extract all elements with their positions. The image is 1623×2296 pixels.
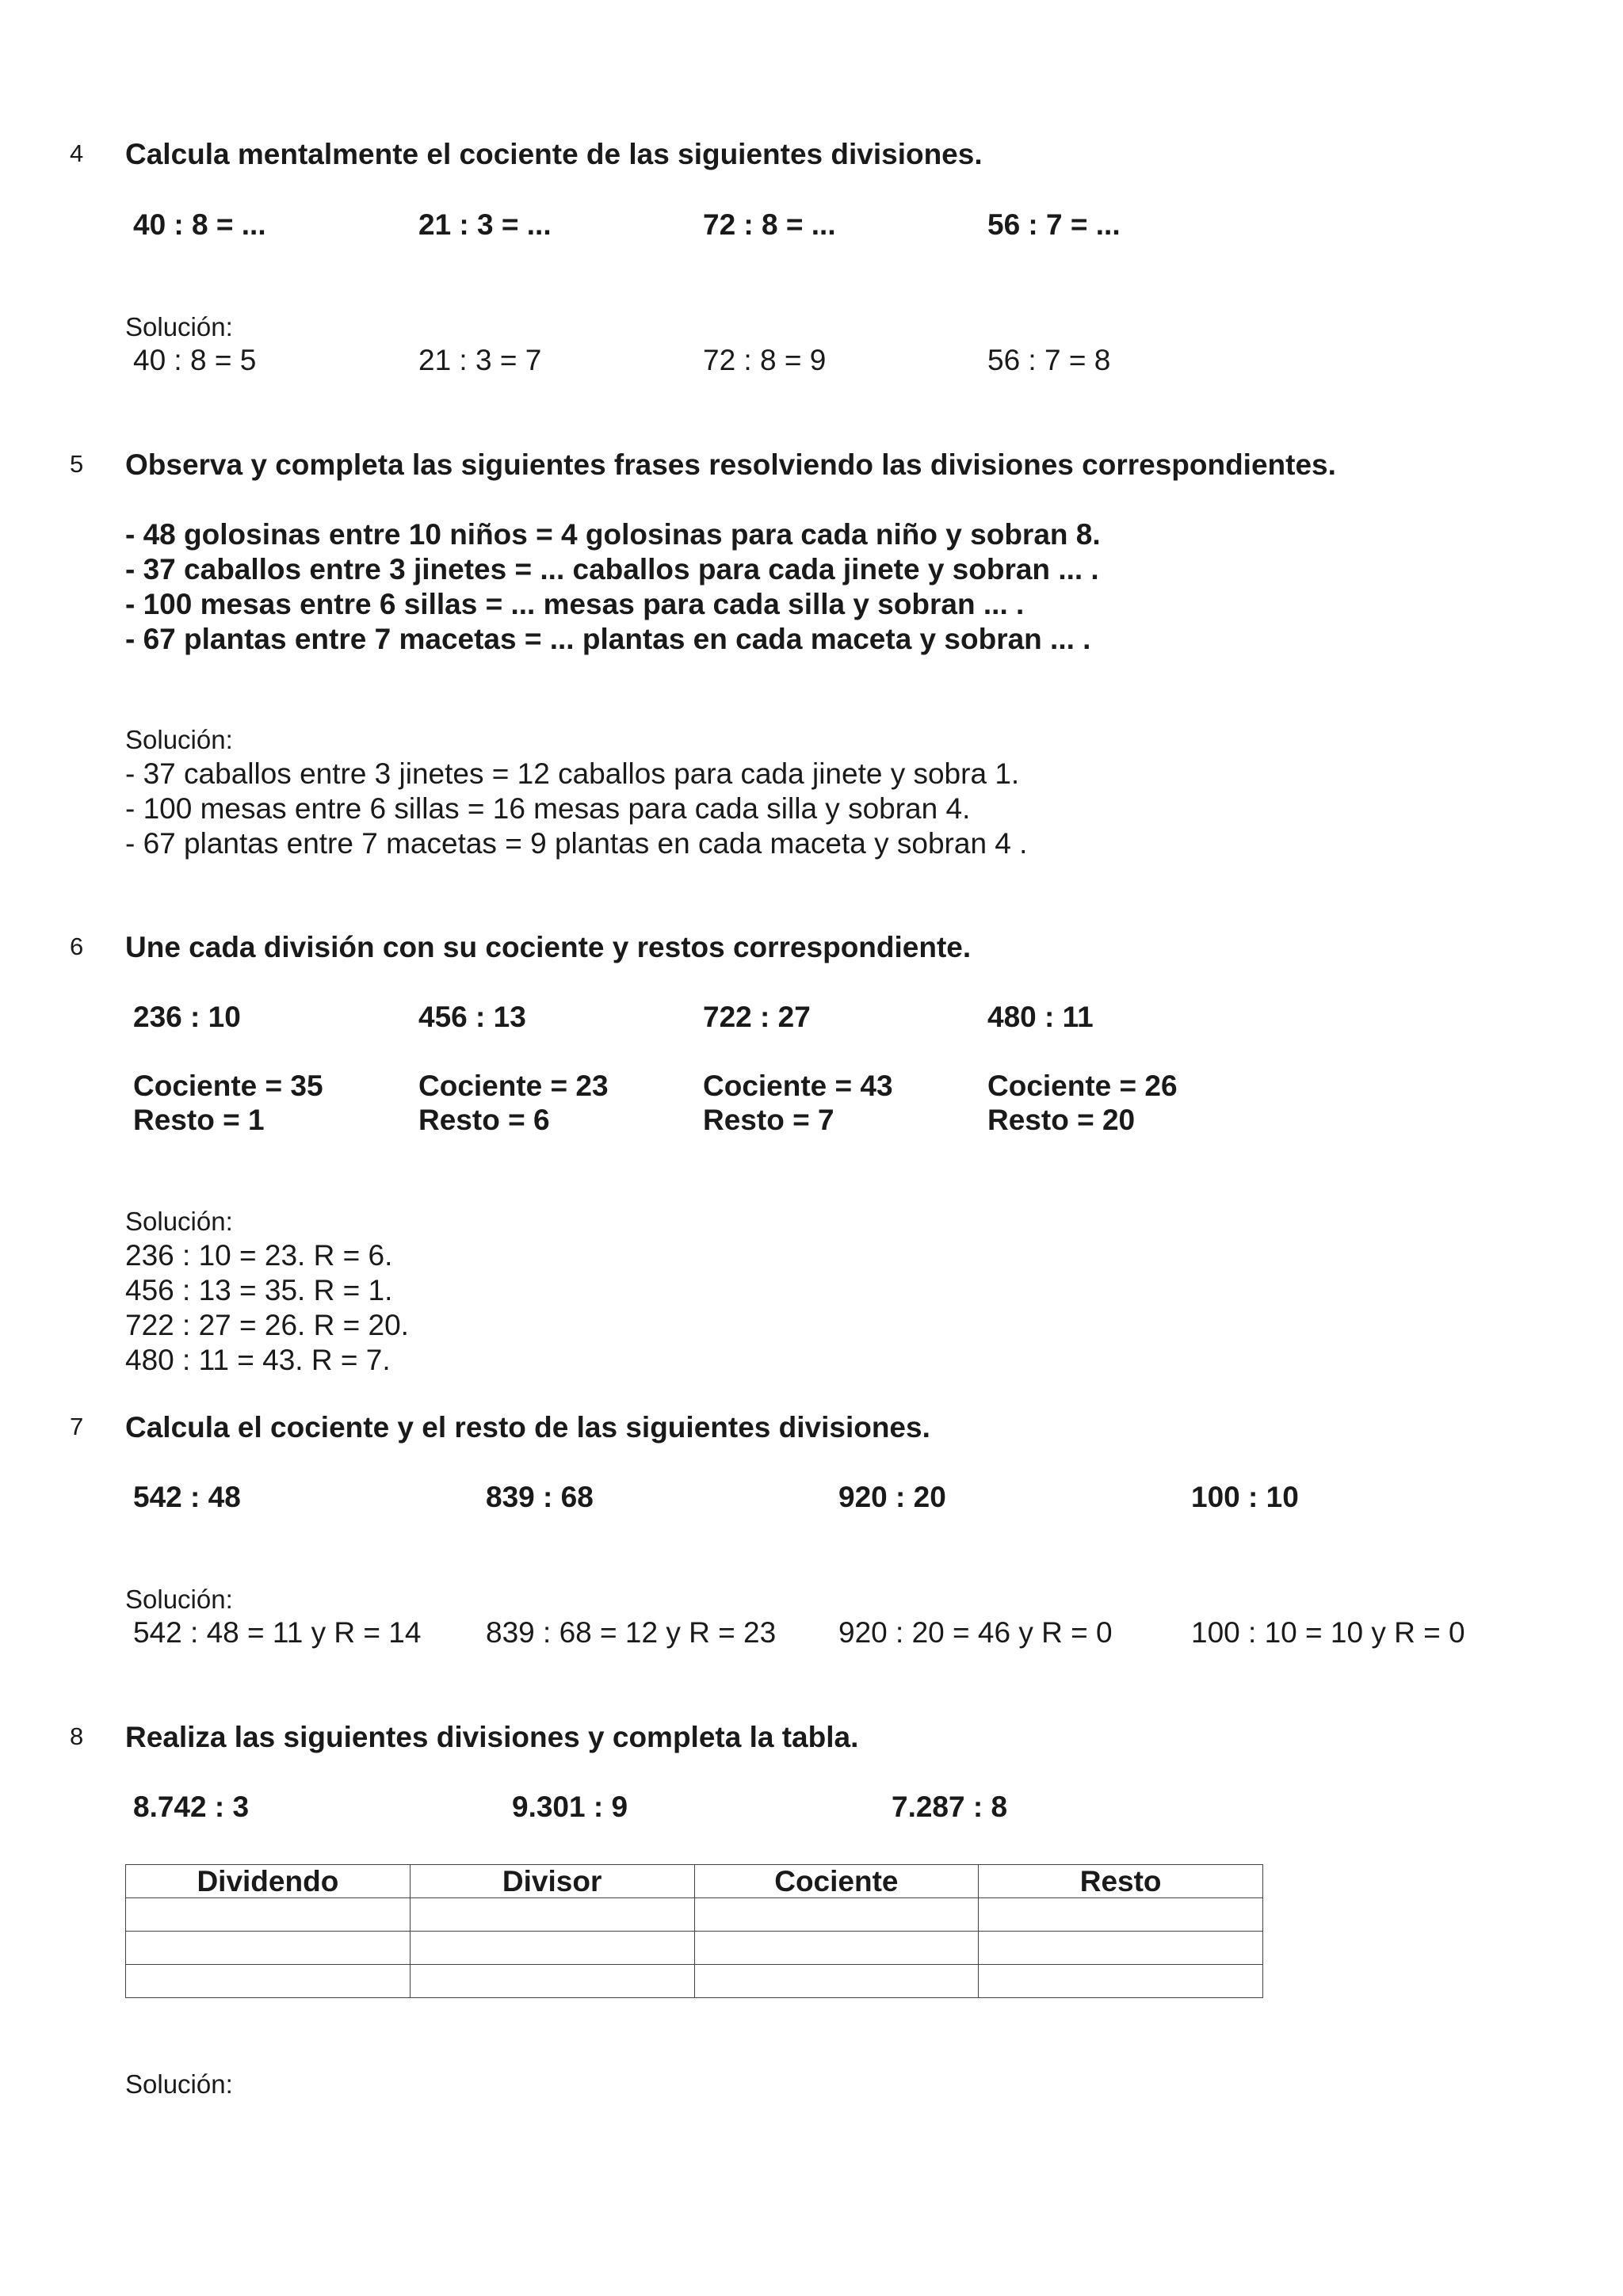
table-cell[interactable]	[126, 1898, 411, 1932]
table-row	[126, 1932, 1263, 1965]
exercise-5-line: - 67 plantas entre 7 macetas = ... plantas en cada maceta y sobran ... .	[125, 623, 1091, 655]
exercise-7-solution: 839 : 68 = 12 y R = 23	[486, 1616, 777, 1649]
exercise-6-title: Une cada división con su cociente y restos correspondiente.	[125, 931, 972, 963]
exercise-8-item: 8.742 : 3	[133, 1791, 250, 1823]
table-cell[interactable]	[979, 1932, 1263, 1965]
exercise-8-solution-label: Solución:	[125, 2069, 233, 2099]
exercise-7-item: 542 : 48	[133, 1481, 241, 1513]
table-cell[interactable]	[979, 1898, 1263, 1932]
table-cell[interactable]	[410, 1965, 694, 1998]
exercise-6-solution: 480 : 11 = 43. R = 7.	[125, 1344, 391, 1376]
exercise-4-item: 21 : 3 = ...	[418, 208, 552, 241]
table-cell[interactable]	[126, 1932, 411, 1965]
exercise-8-title: Realiza las siguientes divisiones y completa la tabla.	[125, 1721, 859, 1753]
exercise-7-item: 100 : 10	[1191, 1481, 1299, 1513]
exercise-7-solution: 542 : 48 = 11 y R = 14	[133, 1616, 422, 1649]
table-cell[interactable]	[694, 1898, 979, 1932]
exercise-6-remainder: Resto = 7	[703, 1104, 834, 1136]
exercise-5-title: Observa y completa las siguientes frases resolviendo las divisiones correspondientes.	[125, 448, 1336, 481]
exercise-6-remainder: Resto = 6	[418, 1104, 550, 1136]
exercise-6-number: 6	[70, 933, 84, 960]
exercise-6-quotient: Cociente = 26	[987, 1070, 1178, 1102]
exercise-8-item: 9.301 : 9	[512, 1791, 628, 1823]
exercise-5-solution: - 67 plantas entre 7 macetas = 9 plantas en cada maceta y sobran 4 .	[125, 827, 1028, 860]
results-table	[125, 1864, 1263, 1998]
exercise-6-division: 456 : 13	[418, 1001, 526, 1033]
exercise-5-number: 5	[70, 450, 84, 478]
exercise-4-number: 4	[70, 139, 84, 167]
exercise-6-solution: 722 : 27 = 26. R = 20.	[125, 1309, 409, 1341]
exercise-6-division: 236 : 10	[133, 1001, 241, 1033]
table-header-cell: Resto	[979, 1865, 1263, 1898]
exercise-7-item: 839 : 68	[486, 1481, 594, 1513]
exercise-7-solution: 920 : 20 = 46 y R = 0	[838, 1616, 1113, 1649]
exercise-4-solution: 21 : 3 = 7	[418, 344, 542, 376]
exercise-6-division: 480 : 11	[987, 1001, 1094, 1033]
exercise-4-item: 72 : 8 = ...	[703, 208, 836, 241]
exercise-7-number: 7	[70, 1413, 84, 1440]
table-header-cell: Cociente	[694, 1865, 979, 1898]
exercise-6-quotient: Cociente = 35	[133, 1070, 323, 1102]
exercise-7-title: Calcula el cociente y el resto de las siguientes divisiones.	[125, 1411, 930, 1444]
exercise-6-remainder: Resto = 1	[133, 1104, 265, 1136]
exercise-5-line: - 37 caballos entre 3 jinetes = ... caballos para cada jinete y sobran ... .	[125, 553, 1099, 585]
exercise-7-item: 920 : 20	[838, 1481, 946, 1513]
exercise-5-line: - 48 golosinas entre 10 niños = 4 golosinas para cada niño y sobran 8.	[125, 518, 1101, 551]
table-cell[interactable]	[694, 1965, 979, 1998]
exercise-6-remainder: Resto = 20	[987, 1104, 1136, 1136]
table-header-row	[126, 1865, 1263, 1898]
exercise-8-item: 7.287 : 8	[892, 1791, 1008, 1823]
table-row	[126, 1898, 1263, 1932]
table-row	[126, 1965, 1263, 1998]
exercise-4-title: Calcula mentalmente el cociente de las siguientes divisiones.	[125, 138, 983, 170]
exercise-5-line: - 100 mesas entre 6 sillas = ... mesas para cada silla y sobran ... .	[125, 588, 1025, 620]
exercise-6-solution-label: Solución:	[125, 1207, 233, 1236]
exercise-6-solution: 236 : 10 = 23. R = 6.	[125, 1239, 393, 1272]
exercise-4-item: 40 : 8 = ...	[133, 208, 266, 241]
exercise-5-solution-label: Solución:	[125, 725, 233, 754]
exercise-4-solution: 72 : 8 = 9	[703, 344, 827, 376]
exercise-5-solution: - 37 caballos entre 3 jinetes = 12 caballos para cada jinete y sobra 1.	[125, 757, 1020, 790]
exercise-6-solution: 456 : 13 = 35. R = 1.	[125, 1274, 393, 1306]
exercise-6-division: 722 : 27	[703, 1001, 811, 1033]
exercise-6-quotient: Cociente = 23	[418, 1070, 609, 1102]
exercise-8-number: 8	[70, 1722, 84, 1750]
table-cell[interactable]	[410, 1932, 694, 1965]
table-cell[interactable]	[126, 1965, 411, 1998]
table-header-cell: Divisor	[410, 1865, 694, 1898]
table-cell[interactable]	[410, 1898, 694, 1932]
exercise-4-solution-label: Solución:	[125, 312, 233, 341]
table-cell[interactable]	[694, 1932, 979, 1965]
table-header-cell: Dividendo	[126, 1865, 411, 1898]
exercise-7-solution: 100 : 10 = 10 y R = 0	[1191, 1616, 1465, 1649]
exercise-4-solution: 40 : 8 = 5	[133, 344, 257, 376]
exercise-6-quotient: Cociente = 43	[703, 1070, 893, 1102]
exercise-4-solution: 56 : 7 = 8	[987, 344, 1111, 376]
exercise-4-item: 56 : 7 = ...	[987, 208, 1121, 241]
exercise-5-solution: - 100 mesas entre 6 sillas = 16 mesas para cada silla y sobran 4.	[125, 792, 971, 825]
table-cell[interactable]	[979, 1965, 1263, 1998]
exercise-7-solution-label: Solución:	[125, 1585, 233, 1614]
